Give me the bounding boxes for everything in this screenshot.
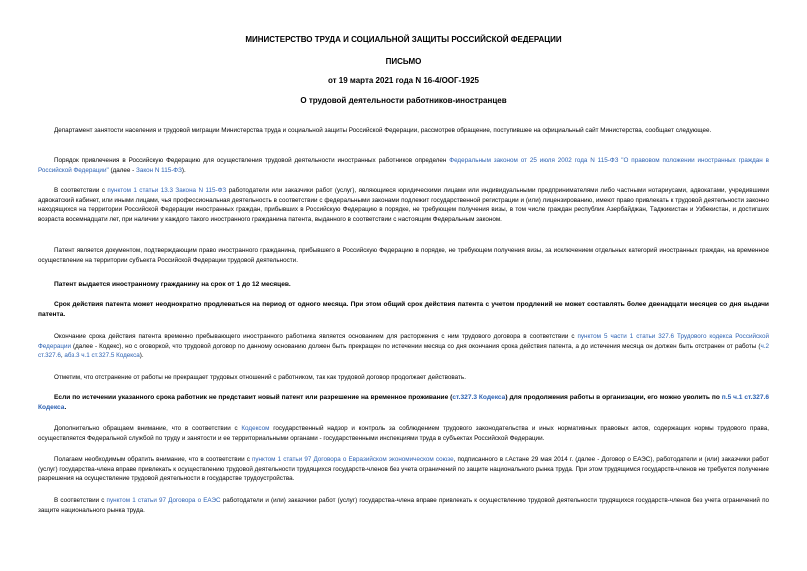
paragraph-text: В соответствии с [54, 187, 108, 194]
paragraph-text: ). [139, 352, 144, 359]
clause-5-327-6-link[interactable]: п.5 ч.1 ст.327.6 Кодекса [38, 394, 769, 411]
paragraph-text: , подписанного в г.Астане 29 мая 2014 г. (далее - Договор о ЕАЭС), работодатели и (или) заказчики работ (услуг) государства-члена вправе привлекать к осуществлению трудовой деятельности трудящихся государств-членов без учета ограничений по защите национального рынка труда. При этом трудящимся государств-членов не требуется получение разрешения на осуществление трудовой деятельности в государстве трудоустройства. [38, 456, 769, 482]
paragraph-text: (далее - Кодекс), но с оговоркой, что трудовой договор по данному основанию должен быть прекращен по истечении месяца со дня окончания срока действия патента, а до истечения месяца он должен быть отстранен от работы ( [70, 342, 761, 350]
part-2-327-6-link[interactable]: ч.2 ст.327.6 [38, 342, 769, 359]
paragraph-text: Если по истечении указанного срока работник не представит новый патент или разрешение на временное проживание ( [54, 394, 453, 401]
paragraph-text: Дополнительно обращаем внимание, что в соответствии с [54, 425, 242, 432]
labor-code-link[interactable]: Кодексом [241, 425, 270, 432]
paragraph-text: Отметим, что отстранение от работы не прекращает трудовых отношений с работником, так как трудовой договор продолжает действовать. [54, 374, 466, 381]
eaeu-treaty-link[interactable]: пунктом 1 статьи 97 Договора о Евразийском экономическом союзе [251, 456, 454, 463]
paragraph-text: Патент выдается иностранному гражданину на срок от 1 до 12 месяцев. [54, 281, 291, 288]
document-type: ПИСЬМО [385, 57, 422, 66]
paragraph-text: ) для продолжения работы в организации, его можно уволить по [505, 394, 722, 401]
paragraph-text: работодатели или заказчики работ (услуг), являющиеся юридическими лицами или индивидуальными предпринимателями либо частными нотариусами, адвокатами, учредившими адвокатский кабинет, или иными лицами, чья профессиональная деятельность в соответствии с федеральными законами подлежит государственной регистрации и (или) лицензированию, имеют право привлекать к трудовой деятельности законно находящихся на территории Российской Федерации иностранных граждан, прибывших в Российскую Федерацию в порядке, не требующем получения визы, в том числе граждан республик Азербайджан, Таджикистан и Узбекистан, и достигших возраста восемнадцати лет, при наличии у каждого такого иностранного гражданина патента, выданного в соответствии с настоящим Федеральным законом. [38, 187, 770, 223]
paragraph-text: ). [181, 166, 186, 174]
ministry-heading: МИНИСТЕРСТВО ТРУДА И СОЦИАЛЬНОЙ ЗАЩИТЫ РОССИЙСКОЙ ФЕДЕРАЦИИ [245, 35, 562, 44]
paragraph-text: Порядок привлечения в Российскую Федерацию для осуществления трудовой деятельности иностранных работников определен [54, 157, 450, 164]
article-327-5-link[interactable]: абз.3 ч.1 ст.327.5 Кодекса [64, 352, 140, 359]
paragraph-text: В соответствии с [54, 497, 107, 504]
paragraph-text: Патент является документом, подтверждающим право иностранного гражданина, прибывшего в Российскую Федерацию в порядке, не требующем получения визы, за исключением отдельных категорий иностранных граждан, на временное осуществление на территории субъекта Российской Федерации трудовой деятельности. [38, 247, 769, 264]
paragraph-text: государственный надзор и контроль за соблюдением трудового законодательства и иных нормативных правовых актов, содержащих нормы трудового права, осуществляется Федеральной службой по труду и занятости и ее территориальными органами - государственными инспекциями труда в субъектах Российской Федерации. [38, 425, 769, 442]
law-115fz-short-link[interactable]: Закон N 115-ФЗ [136, 166, 182, 174]
law-115fz-link[interactable]: Федеральным законом от 25 июля 2002 года N 115-ФЗ "О правовом положении иностранных граждан в Российской Федерации" [38, 157, 769, 174]
paragraph-11 [38, 455, 769, 484]
paragraph-text: Полагаем необходимым обратить внимание, что в соответствии с [54, 456, 252, 463]
paragraph-text: Департамент занятости населения и трудовой миграции Министерства труда и социальной защиты Российской Федерации, рассмотрев обращение, поступившее на официальный сайт Министерства, сообщает следующее. [54, 127, 712, 134]
article-327-3-link[interactable]: ст.327.3 Кодекса [452, 394, 506, 401]
paragraph-5 [38, 280, 769, 290]
paragraph-1 [38, 126, 769, 136]
document-subject: О трудовой деятельности работников-иностранцев [300, 96, 507, 105]
paragraph-9 [38, 393, 769, 413]
paragraph-7 [38, 332, 769, 361]
paragraph-12 [38, 496, 769, 515]
paragraph-text: Окончание срока действия патента временно пребывающего иностранного работника является основанием для расторжения с ним трудового договора в соответствии с [54, 333, 578, 340]
paragraph-4 [38, 246, 769, 265]
paragraph-2 [38, 156, 769, 175]
article-13-3-link[interactable]: пунктом 1 статьи 13.3 Закона N 115-ФЗ [107, 187, 227, 194]
eaeu-article-97-link[interactable]: пунктом 1 статьи 97 Договора о ЕАЭС [106, 497, 221, 504]
paragraph-3 [38, 186, 769, 224]
date-number: от 19 марта 2021 года N 16-4/ООГ-1925 [327, 76, 480, 85]
paragraph-text: Срок действия патента может неоднократно продлеваться на период от одного месяца. При этом общий срок действия патента с учетом продлений не может составлять более двенадцати месяцев со дня выдачи патента. [38, 301, 769, 318]
paragraph-6 [38, 300, 769, 320]
paragraph-text: . [64, 404, 67, 411]
paragraph-10 [38, 424, 769, 443]
paragraph-text: работодатели и (или) заказчики работ (услуг) государства-члена вправе привлекать к осуществлению трудовой деятельности трудящихся государств-членов без учета ограничений по защите национального рынка труда. [38, 497, 769, 514]
paragraph-8 [38, 373, 769, 383]
paragraph-text: (далее - [108, 166, 137, 174]
paragraph-text: , [60, 352, 65, 359]
article-327-6-link[interactable]: пунктом 5 части 1 статьи 327.6 Трудового кодекса Российской Федерации [38, 333, 770, 350]
